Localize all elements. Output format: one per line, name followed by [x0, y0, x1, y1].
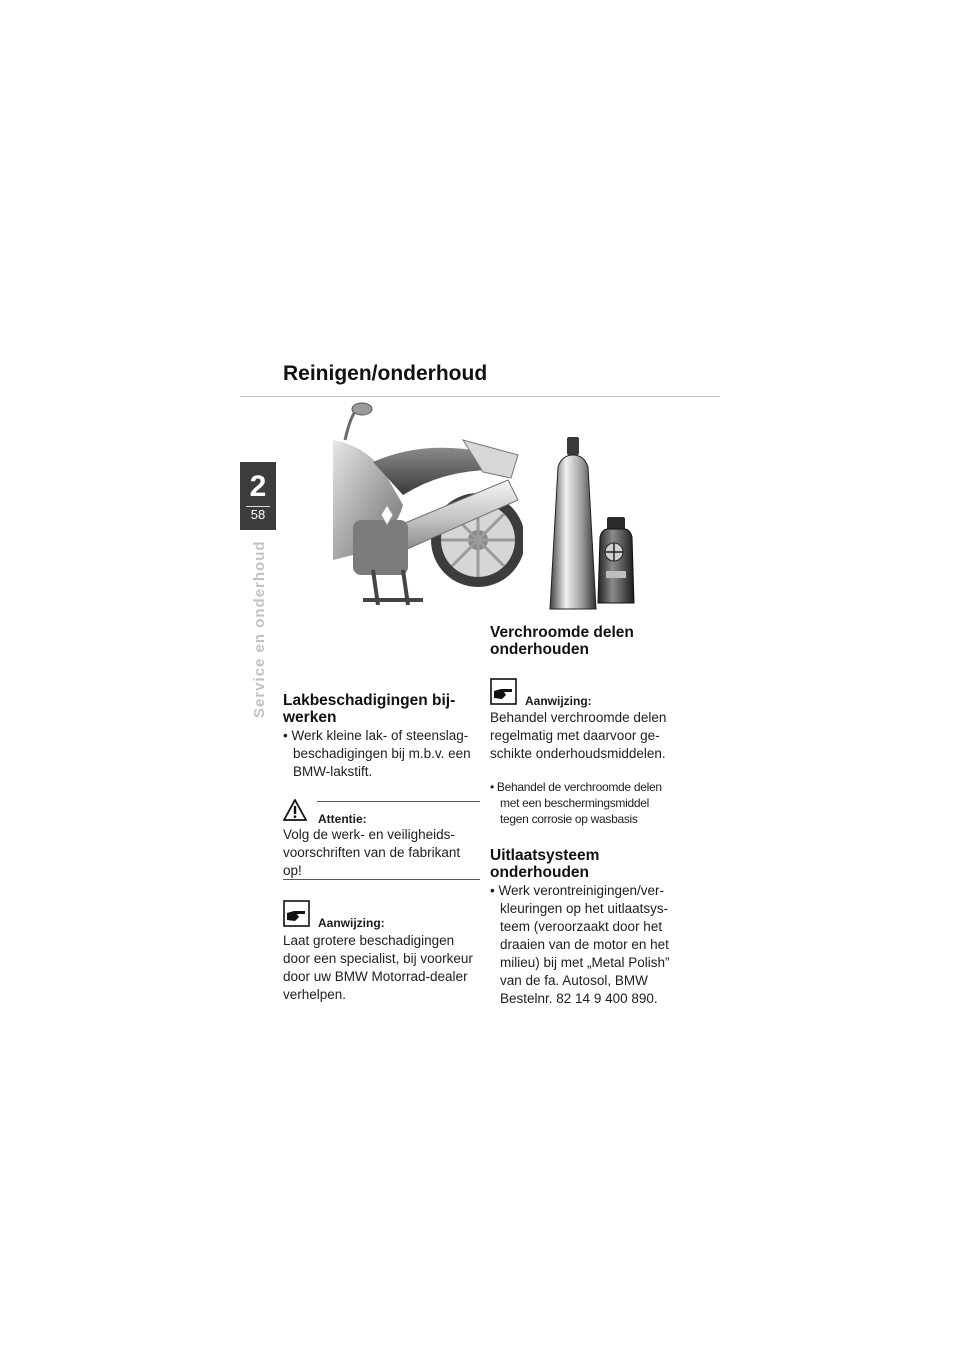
chapter-number: 2 [249, 470, 267, 503]
note-text-left: Laat grotere beschadigingen door een specialist, bij voorkeur door uw BMW Motorrad-dealer verhelpen. [283, 933, 473, 1002]
warning-icon [283, 799, 307, 821]
page-title: Reinigen/onderhoud [283, 362, 488, 385]
attention-label: Attentie: [318, 812, 367, 826]
page-number: 58 [250, 507, 266, 522]
chrome-heading: Verchroomde delen onderhouden [490, 624, 634, 658]
attention-bottom-rule [283, 879, 480, 880]
lak-heading: Lakbeschadigingen bij- werken [283, 692, 456, 726]
exhaust-bullet: • Werk verontreinigingen/ver- kleuringen op het uitlaatsys- teem (veroorzaakt door het draaien van de motor en het milieu) bij met „Metal Polish” van de fa. Autosol, BMW Bestelnr. 82 14 9 400 890. [490, 883, 670, 1006]
chrome-bullet: • Behandel de verchroomde delen met een beschermingsmiddel tegen corrosie op wasbasis [490, 780, 662, 826]
title-divider [240, 396, 720, 397]
motorcycle-illustration [333, 400, 523, 605]
exhaust-heading: Uitlaatsysteem onderhouden [490, 847, 600, 881]
note-hand-icon [490, 678, 517, 705]
attention-top-rule [317, 801, 480, 802]
polish-products-illustration [548, 437, 644, 612]
lak-bullet: • Werk kleine lak- of steenslag- beschadigingen bij m.b.v. een BMW-lakstift. [283, 728, 471, 779]
note-text-right: Behandel verchroomde delen regelmatig met daarvoor ge- schikte onderhoudsmiddelen. [490, 710, 667, 761]
note-hand-icon [283, 900, 310, 927]
note-label-left: Aanwijzing: [318, 916, 385, 930]
chapter-side-label: Service en onderhoud [251, 540, 268, 718]
note-label-right: Aanwijzing: [525, 694, 592, 708]
attention-text: Volg de werk- en veiligheids- voorschriften van de fabrikant op! [283, 827, 461, 878]
